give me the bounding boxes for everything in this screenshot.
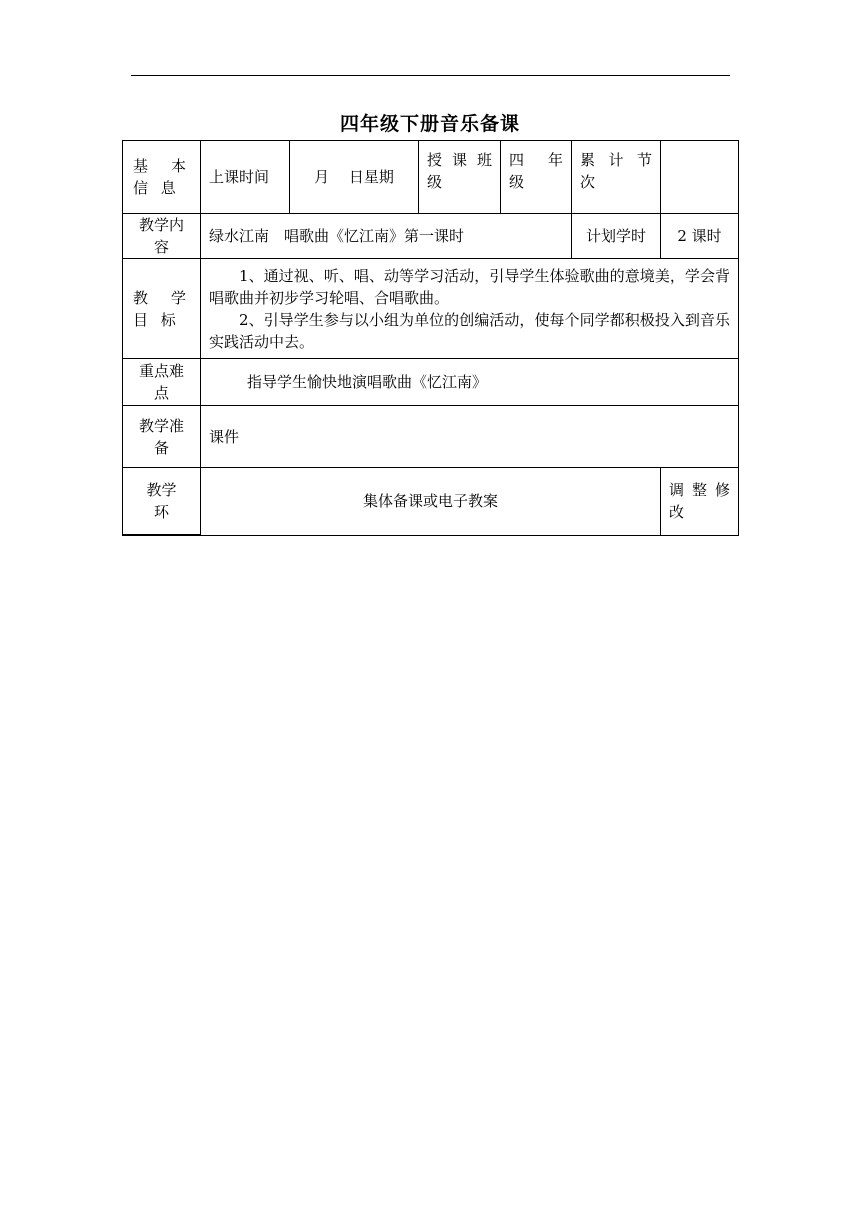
row-teaching-process: [123, 468, 739, 536]
row-teaching-goals: [123, 259, 739, 359]
planned-hours-label: 计划学时: [572, 214, 661, 259]
class-time-label: 上课时间: [201, 141, 290, 214]
header-rule: [131, 75, 730, 76]
teaching-content-text: 绿水江南 唱歌曲《忆江南》第一课时: [201, 214, 572, 259]
teaching-goals-text: [201, 259, 739, 359]
teaching-content-label: 教学内容: [123, 214, 201, 259]
key-points-text: 指导学生愉快地演唱歌曲《忆江南》: [201, 359, 739, 406]
key-points-label: 重点难点: [123, 359, 201, 406]
lesson-plan-table: [122, 140, 739, 536]
planned-hours-value: 2 课时: [661, 214, 739, 259]
document-title: 四年级下册音乐备课: [339, 113, 520, 135]
cumulative-sessions-value[interactable]: [661, 141, 739, 214]
teaching-goals-label: 教 学 目 标: [123, 259, 201, 359]
row-basic-info: [123, 141, 739, 214]
cumulative-sessions-label: 累 计 节 次: [572, 141, 661, 214]
class-date-field[interactable]: 月 日星期: [290, 141, 419, 214]
teaching-process-text: 集体备课或电子教案: [201, 468, 661, 536]
preparation-label: 教学准备: [123, 406, 201, 468]
goal-item-1: 1、通过视、听、唱、动等学习活动，引导学生体验歌曲的意境美，学会背唱歌曲并初步学习轮唱、合唱歌曲。: [209, 266, 730, 307]
teaching-process-label: 教学环: [123, 468, 201, 536]
grade-value: 四 年 级: [501, 141, 572, 214]
adjustment-label: 调 整 修 改: [661, 468, 739, 536]
preparation-text: 课件: [201, 406, 739, 468]
row-teaching-content: [123, 214, 739, 259]
goal-item-2: 2、引导学生参与以小组为单位的创编活动，使每个同学都积极投入到音乐实践活动中去。: [209, 310, 730, 351]
row-key-points: [123, 359, 739, 406]
row-preparation: [123, 406, 739, 468]
teaching-class-label: 授 课 班 级: [419, 141, 501, 214]
basic-info-label: 基 本 信 息: [123, 141, 201, 214]
